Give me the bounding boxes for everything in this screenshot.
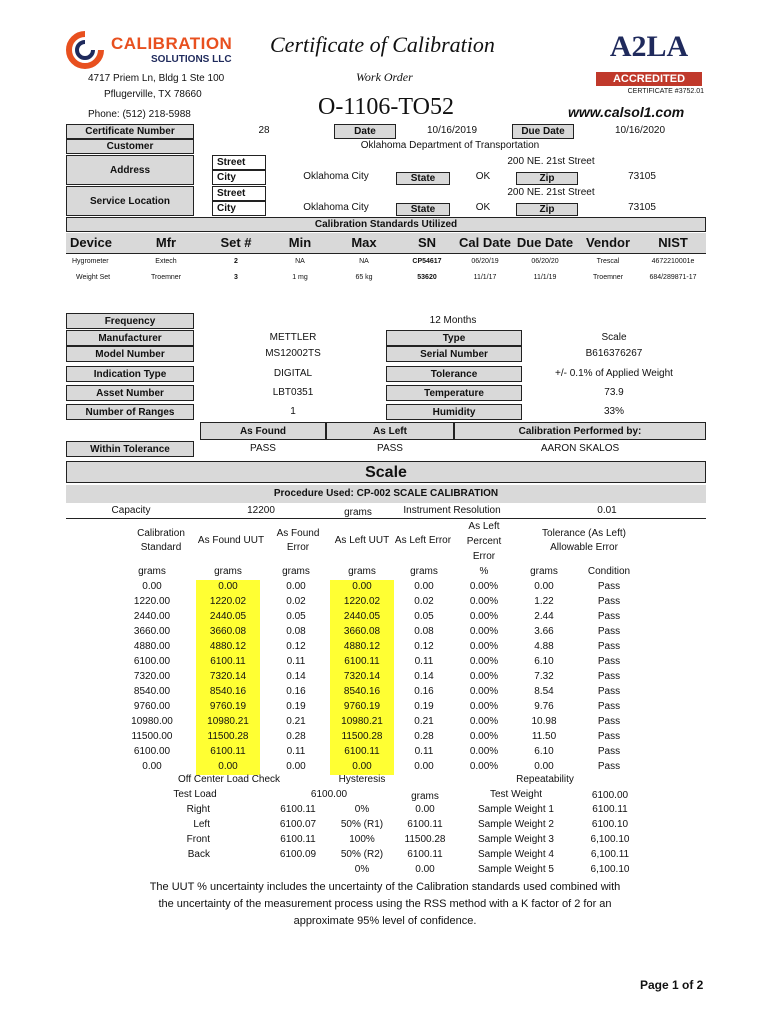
hdr-as-left-uut: As Left UUT [334, 535, 390, 546]
data-cell: 8540.16 [330, 685, 394, 700]
std-r2-sn: 53620 [417, 274, 437, 281]
data-cell: 0.28 [286, 731, 306, 742]
data-cell: 6100.00 [133, 656, 171, 667]
data-cell: 2.44 [534, 611, 554, 622]
data-cell: 6100.00 [133, 746, 171, 757]
data-cell: 0.05 [414, 611, 434, 622]
repeat-list-cell: 6100.10 [591, 819, 629, 830]
unit-header-7: Condition [587, 566, 631, 577]
hysteresis-list-cell: 50% (R2) [340, 849, 384, 860]
std-r1-vendor: Trescal [596, 258, 620, 265]
data-cell: 4.88 [534, 641, 554, 652]
data-cell: 0.00 [286, 761, 306, 772]
resolution-label: Instrument Resolution [403, 505, 501, 516]
data-cell: Pass [597, 641, 621, 652]
std-r1-due-date: 06/20/20 [531, 258, 559, 265]
std-r1-cal-date: 06/20/19 [471, 258, 499, 265]
data-cell: 6.10 [534, 656, 554, 667]
hysteresis-list-cell: 0% [354, 864, 370, 875]
std-r2-mfr: Troemner [150, 274, 182, 281]
data-cell: 0.00 [534, 761, 554, 772]
data-cell: 11500.00 [131, 731, 173, 742]
data-cell: 0.00% [469, 641, 499, 652]
data-cell: 8540.16 [196, 685, 260, 700]
data-cell: 0.00 [414, 581, 434, 592]
std-r1-mfr: Extech [155, 258, 177, 265]
due-date-value: 10/16/2020 [614, 125, 666, 136]
data-cell: 0.00 [196, 580, 260, 595]
certificate-number-badge: CERTIFICATE #3752.01 [627, 88, 704, 95]
data-cell: 0.00% [469, 716, 499, 727]
std-col-device: Device [70, 236, 112, 250]
std-col-vendor: Vendor [585, 236, 631, 250]
a2la-logo [590, 28, 708, 98]
svc-zip-value: 73105 [628, 202, 656, 213]
type-value: Scale [601, 332, 627, 343]
data-cell: 0.08 [414, 626, 434, 637]
as-left-label: As Left [326, 422, 454, 440]
hdr-tolerance [524, 527, 644, 557]
customer-value: Oklahoma Department of Transportation [360, 140, 540, 151]
within-tolerance-label: Within Tolerance [66, 441, 194, 457]
unit-header-6: grams [530, 566, 558, 577]
humidity-label: Humidity [386, 404, 522, 420]
hdr-as-left-percent-error-text: As Left Percent Error [466, 521, 502, 562]
footnote-line-1: The UUT % uncertainty includes the uncertainty of the Calibration standards used combined with [149, 881, 621, 893]
data-cell: 0.00 [414, 761, 434, 772]
std-r1-set: 2 [234, 258, 238, 265]
std-r2-vendor: Troemner [592, 274, 624, 281]
temperature-label: Temperature [386, 385, 522, 401]
type-label: Type [386, 330, 522, 346]
test-load-label: Test Load [173, 789, 217, 800]
state-value: OK [475, 171, 491, 182]
company-address-1: 4717 Priem Ln, Bldg 1 Ste 100 [88, 73, 225, 84]
data-cell: 1.22 [534, 596, 554, 607]
hdr-as-found-uut: As Found UUT [197, 535, 265, 546]
data-cell: 0.11 [286, 656, 306, 667]
unit-header-2: grams [282, 566, 310, 577]
data-cell: 1220.02 [196, 595, 260, 610]
repeat-list-cell: Sample Weight 1 [478, 804, 554, 815]
data-cell: Pass [597, 671, 621, 682]
company-logo [65, 30, 245, 72]
instrument-info-table [66, 313, 706, 459]
data-cell: 4880.12 [196, 640, 260, 655]
repeatability-list [456, 803, 642, 878]
asset-number-value: LBT0351 [272, 387, 314, 398]
unit-header-4: grams [410, 566, 438, 577]
data-cell: 3660.00 [133, 626, 171, 637]
street-label: Street [212, 155, 266, 170]
repeatability-label: Repeatability [516, 774, 574, 785]
repeat-list-cell: Sample Weight 2 [478, 819, 554, 830]
std-col-set: Set # [220, 236, 252, 250]
hysteresis-list-cell: 50% (R1) [340, 819, 384, 830]
serial-number-value: B616376267 [585, 348, 643, 359]
due-date-label: Due Date [512, 124, 574, 139]
svc-zip-label: Zip [516, 203, 578, 216]
svc-street-value: 200 NE. 21st Street [507, 187, 595, 198]
unit-header-1: grams [214, 566, 242, 577]
std-r1-device: Hygrometer [72, 258, 109, 265]
hysteresis-list-cell: 0% [354, 804, 370, 815]
data-cell: Pass [597, 731, 621, 742]
data-cell: 6100.11 [196, 745, 260, 760]
off-center-list-cell: Front [186, 834, 210, 845]
uncertainty-footnote [120, 879, 650, 930]
frequency-label: Frequency [66, 313, 194, 329]
hysteresis-list-cell: 6100.11 [407, 819, 443, 830]
data-cell: Pass [597, 686, 621, 697]
city-value: Oklahoma City [303, 171, 369, 182]
std-r2-device: Weight Set [76, 274, 111, 281]
serial-number-label: Serial Number [386, 346, 522, 362]
std-col-max: Max [351, 236, 377, 250]
date-value: 10/16/2019 [426, 125, 478, 136]
std-col-due-date: Due Date [516, 236, 574, 250]
model-number-label: Model Number [66, 346, 194, 362]
data-cell: Pass [597, 656, 621, 667]
data-cell: 0.05 [286, 611, 306, 622]
std-r2-min: 1 mg [292, 274, 308, 281]
footnote-line-2: the uncertainty of the measurement process using the RSS method with a K factor of 2 for an [158, 898, 612, 910]
hysteresis-list-cell: 100% [349, 834, 375, 845]
data-cell: Pass [597, 626, 621, 637]
data-cell: 3660.08 [330, 625, 394, 640]
svc-state-value: OK [475, 202, 491, 213]
hysteresis-list-cell: 11500.28 [404, 834, 446, 845]
certificate-info-table [66, 124, 706, 232]
off-center-list-cell: 6100.07 [279, 819, 317, 830]
data-cell: 10.98 [531, 716, 557, 727]
off-center-list-cell: Back [187, 849, 210, 860]
data-cell: 6100.11 [196, 655, 260, 670]
cert-number-label: Certificate Number [66, 124, 194, 139]
data-cell: 0.00 [330, 760, 394, 775]
data-cell: 0.00 [196, 760, 260, 775]
data-cell: 0.00 [142, 581, 162, 592]
hdr-calibration-standard [126, 527, 196, 557]
data-cell: 0.12 [286, 641, 306, 652]
indication-type-value: DIGITAL [273, 368, 313, 379]
data-cell: 2440.05 [330, 610, 394, 625]
data-cell: 0.00 [286, 581, 306, 592]
std-r2-cal-date: 11/1/17 [473, 274, 497, 281]
data-cell: 7320.14 [330, 670, 394, 685]
data-cell: 0.00% [469, 656, 499, 667]
data-cell: Pass [597, 746, 621, 757]
data-cell: 2440.05 [196, 610, 260, 625]
repeat-list-cell: 6,100.10 [590, 834, 630, 845]
footnote-line-3: approximate 95% level of confidence. [293, 915, 477, 927]
hysteresis-list [330, 803, 456, 878]
data-cell: 8.54 [534, 686, 554, 697]
resolution-value: 0.01 [597, 505, 617, 516]
indication-type-label: Indication Type [66, 366, 194, 382]
data-cell: 0.00% [469, 686, 499, 697]
capacity-unit: grams [344, 507, 372, 518]
std-col-min: Min [288, 236, 312, 250]
data-cell: 1220.00 [133, 596, 171, 607]
model-number-value: MS12002TS [265, 348, 321, 359]
frequency-value: 12 Months [429, 315, 477, 326]
zip-value: 73105 [628, 171, 656, 182]
data-cell: 0.16 [414, 686, 434, 697]
data-cell: 0.00% [469, 671, 499, 682]
std-col-nist: NIST [658, 236, 688, 250]
logo-text-top: CALIBRATION [111, 34, 233, 53]
hdr-tolerance-text: Tolerance (As Left) Allowable Error [542, 528, 626, 553]
data-cell: 7320.00 [133, 671, 171, 682]
repeat-list-cell: 6,100.10 [590, 864, 630, 875]
manufacturer-label: Manufacturer [66, 330, 194, 346]
svc-state-label: State [396, 203, 450, 216]
tolerance-label: Tolerance [386, 366, 522, 382]
scale-section-title: Scale [66, 461, 706, 483]
data-cell: 9760.00 [133, 701, 171, 712]
capacity-label: Capacity [111, 505, 151, 516]
street-value: 200 NE. 21st Street [507, 156, 595, 167]
as-left-result: PASS [377, 443, 403, 454]
std-r1-nist: 4672210001e [651, 258, 695, 265]
zip-label: Zip [516, 172, 578, 185]
data-cell: 0.16 [286, 686, 306, 697]
off-center-label: Off Center Load Check [177, 774, 281, 785]
data-cell: 11500.28 [330, 730, 394, 745]
city-label: City [212, 170, 266, 185]
data-cell: Pass [597, 701, 621, 712]
data-cell: 0.00% [469, 761, 499, 772]
work-order-number: O-1106-TO52 [318, 94, 454, 120]
off-center-list-cell: 6100.11 [280, 834, 316, 845]
repeat-list-cell: 6,100.11 [590, 849, 630, 860]
manufacturer-value: METTLER [269, 332, 317, 343]
std-r1-min: NA [295, 258, 305, 265]
data-cell: 8540.00 [133, 686, 171, 697]
procedure-used: Procedure Used: CP-002 SCALE CALIBRATION [66, 485, 706, 503]
as-found-result: PASS [250, 443, 276, 454]
humidity-value: 33% [603, 406, 624, 417]
data-cell: 1220.02 [330, 595, 394, 610]
repeat-list-cell: Sample Weight 4 [478, 849, 554, 860]
number-of-ranges-label: Number of Ranges [66, 404, 194, 420]
data-cell: 0.19 [286, 701, 306, 712]
unit-header-3: grams [348, 566, 376, 577]
as-found-label: As Found [200, 422, 326, 440]
hdr-calibration-standard-text: Calibration Standard [137, 528, 185, 553]
a2la-logo-text: A2LA [609, 30, 689, 63]
data-cell: 0.00 [534, 581, 554, 592]
data-cell: 0.11 [414, 746, 434, 757]
work-order-label: Work Order [356, 70, 413, 84]
data-cell: Pass [597, 761, 621, 772]
data-cell: 10980.21 [330, 715, 394, 730]
temperature-value: 73.9 [604, 387, 624, 398]
website: www.calsol1.com [568, 104, 685, 120]
off-center-list [150, 803, 330, 863]
data-cell: 0.02 [286, 596, 306, 607]
data-cell: 0.00% [469, 746, 499, 757]
test-weight-label: Test Weight [489, 789, 543, 800]
data-cell: 0.21 [286, 716, 306, 727]
accredited-badge: ACCREDITED [596, 72, 702, 86]
data-cell: 0.00 [142, 761, 162, 772]
data-cell: 0.00% [469, 701, 499, 712]
data-cell: 0.00% [469, 731, 499, 742]
std-r1-max: NA [359, 258, 369, 265]
calibration-data-grid [120, 565, 640, 775]
data-cell: 0.14 [414, 671, 434, 682]
page-title: Certificate of Calibration [270, 32, 495, 57]
data-cell: 4880.00 [133, 641, 171, 652]
data-cell: 2440.00 [133, 611, 171, 622]
data-cell: 0.00% [469, 581, 499, 592]
svc-city-value: Oklahoma City [303, 202, 369, 213]
data-cell: Pass [597, 611, 621, 622]
data-cell: 11.50 [531, 731, 557, 742]
data-cell: 0.19 [414, 701, 434, 712]
page-number: Page 1 of 2 [640, 978, 704, 992]
hdr-as-left-error: As Left Error [394, 535, 452, 546]
logo-text-bottom: SOLUTIONS LLC [151, 54, 232, 65]
performed-by-value: AARON SKALOS [540, 443, 620, 454]
off-center-list-cell: Left [193, 819, 210, 830]
hdr-as-left-percent-error [456, 519, 512, 565]
data-cell: 0.08 [286, 626, 306, 637]
data-cell: 0.00% [469, 596, 499, 607]
standards-table [66, 233, 706, 293]
data-cell: 3.66 [534, 626, 554, 637]
std-r1-sn: CP54617 [412, 258, 442, 265]
data-cell: 11500.28 [196, 730, 260, 745]
service-location-label: Service Location [66, 186, 194, 216]
hysteresis-label: Hysteresis [338, 774, 386, 785]
capacity-value: 12200 [247, 505, 275, 516]
data-cell: 0.12 [414, 641, 434, 652]
data-cell: 0.28 [414, 731, 434, 742]
tolerance-value: +/- 0.1% of Applied Weight [555, 368, 673, 379]
data-cell: 0.21 [414, 716, 434, 727]
date-label: Date [334, 124, 396, 139]
cert-number: 28 [258, 125, 270, 136]
hysteresis-list-cell: 6100.11 [407, 849, 443, 860]
std-r2-max: 65 kg [355, 274, 373, 281]
data-cell: 6.10 [534, 746, 554, 757]
data-cell: 10980.21 [196, 715, 260, 730]
data-cell: 7.32 [534, 671, 554, 682]
standards-utilized-label: Calibration Standards Utilized [66, 217, 706, 232]
company-phone: Phone: (512) 218-5988 [88, 109, 191, 120]
std-col-mfr: Mfr [155, 236, 177, 250]
hysteresis-list-cell: 0.00 [415, 864, 435, 875]
data-cell: 0.02 [414, 596, 434, 607]
svc-city-label: City [212, 201, 266, 216]
off-center-list-cell: 6100.09 [279, 849, 317, 860]
data-cell: 4880.12 [330, 640, 394, 655]
test-weight-value: 6100.00 [591, 790, 629, 801]
data-cell: Pass [597, 716, 621, 727]
data-cell: 0.00% [469, 611, 499, 622]
asset-number-label: Asset Number [66, 385, 194, 401]
std-col-cal-date: Cal Date [458, 236, 512, 250]
data-cell: Pass [597, 596, 621, 607]
performed-by-label: Calibration Performed by: [454, 422, 706, 440]
std-col-sn: SN [417, 236, 437, 250]
repeat-list-cell: Sample Weight 3 [478, 834, 554, 845]
test-load-value: 6100.00 [310, 789, 348, 800]
data-cell: 9.76 [534, 701, 554, 712]
hysteresis-unit: grams [411, 791, 439, 802]
number-of-ranges-value: 1 [290, 406, 296, 417]
std-r2-set: 3 [234, 274, 238, 281]
data-cell: 9760.19 [196, 700, 260, 715]
data-cell: 10980.00 [131, 716, 173, 727]
hdr-as-found-error-text: As Found Error [276, 528, 320, 553]
address-label: Address [66, 155, 194, 185]
off-center-list-cell: 6100.11 [280, 804, 316, 815]
company-address-2: Pflugerville, TX 78660 [104, 89, 202, 100]
data-cell: 6100.11 [330, 655, 394, 670]
calibration-logo-icon [65, 30, 105, 70]
data-cell: 0.14 [286, 671, 306, 682]
repeat-list-cell: Sample Weight 5 [478, 864, 554, 875]
repeat-list-cell: 6100.11 [592, 804, 628, 815]
data-cell: 9760.19 [330, 700, 394, 715]
data-cell: 0.00% [469, 626, 499, 637]
data-cell: 7320.14 [196, 670, 260, 685]
customer-label: Customer [66, 139, 194, 154]
data-cell: 0.11 [286, 746, 306, 757]
data-cell: 0.00 [330, 580, 394, 595]
std-r2-nist: 684/289871-17 [649, 274, 697, 281]
svc-street-label: Street [212, 186, 266, 201]
hdr-as-found-error [266, 527, 330, 557]
unit-header-5: % [479, 566, 489, 577]
unit-header-0: grams [138, 566, 166, 577]
data-cell: 6100.11 [330, 745, 394, 760]
data-cell: 0.11 [414, 656, 434, 667]
data-cell: Pass [597, 581, 621, 592]
off-center-list-cell: Right [186, 804, 210, 815]
hysteresis-list-cell: 0.00 [415, 804, 435, 815]
state-label: State [396, 172, 450, 185]
std-r2-due-date: 11/1/19 [533, 274, 557, 281]
data-cell: 3660.08 [196, 625, 260, 640]
